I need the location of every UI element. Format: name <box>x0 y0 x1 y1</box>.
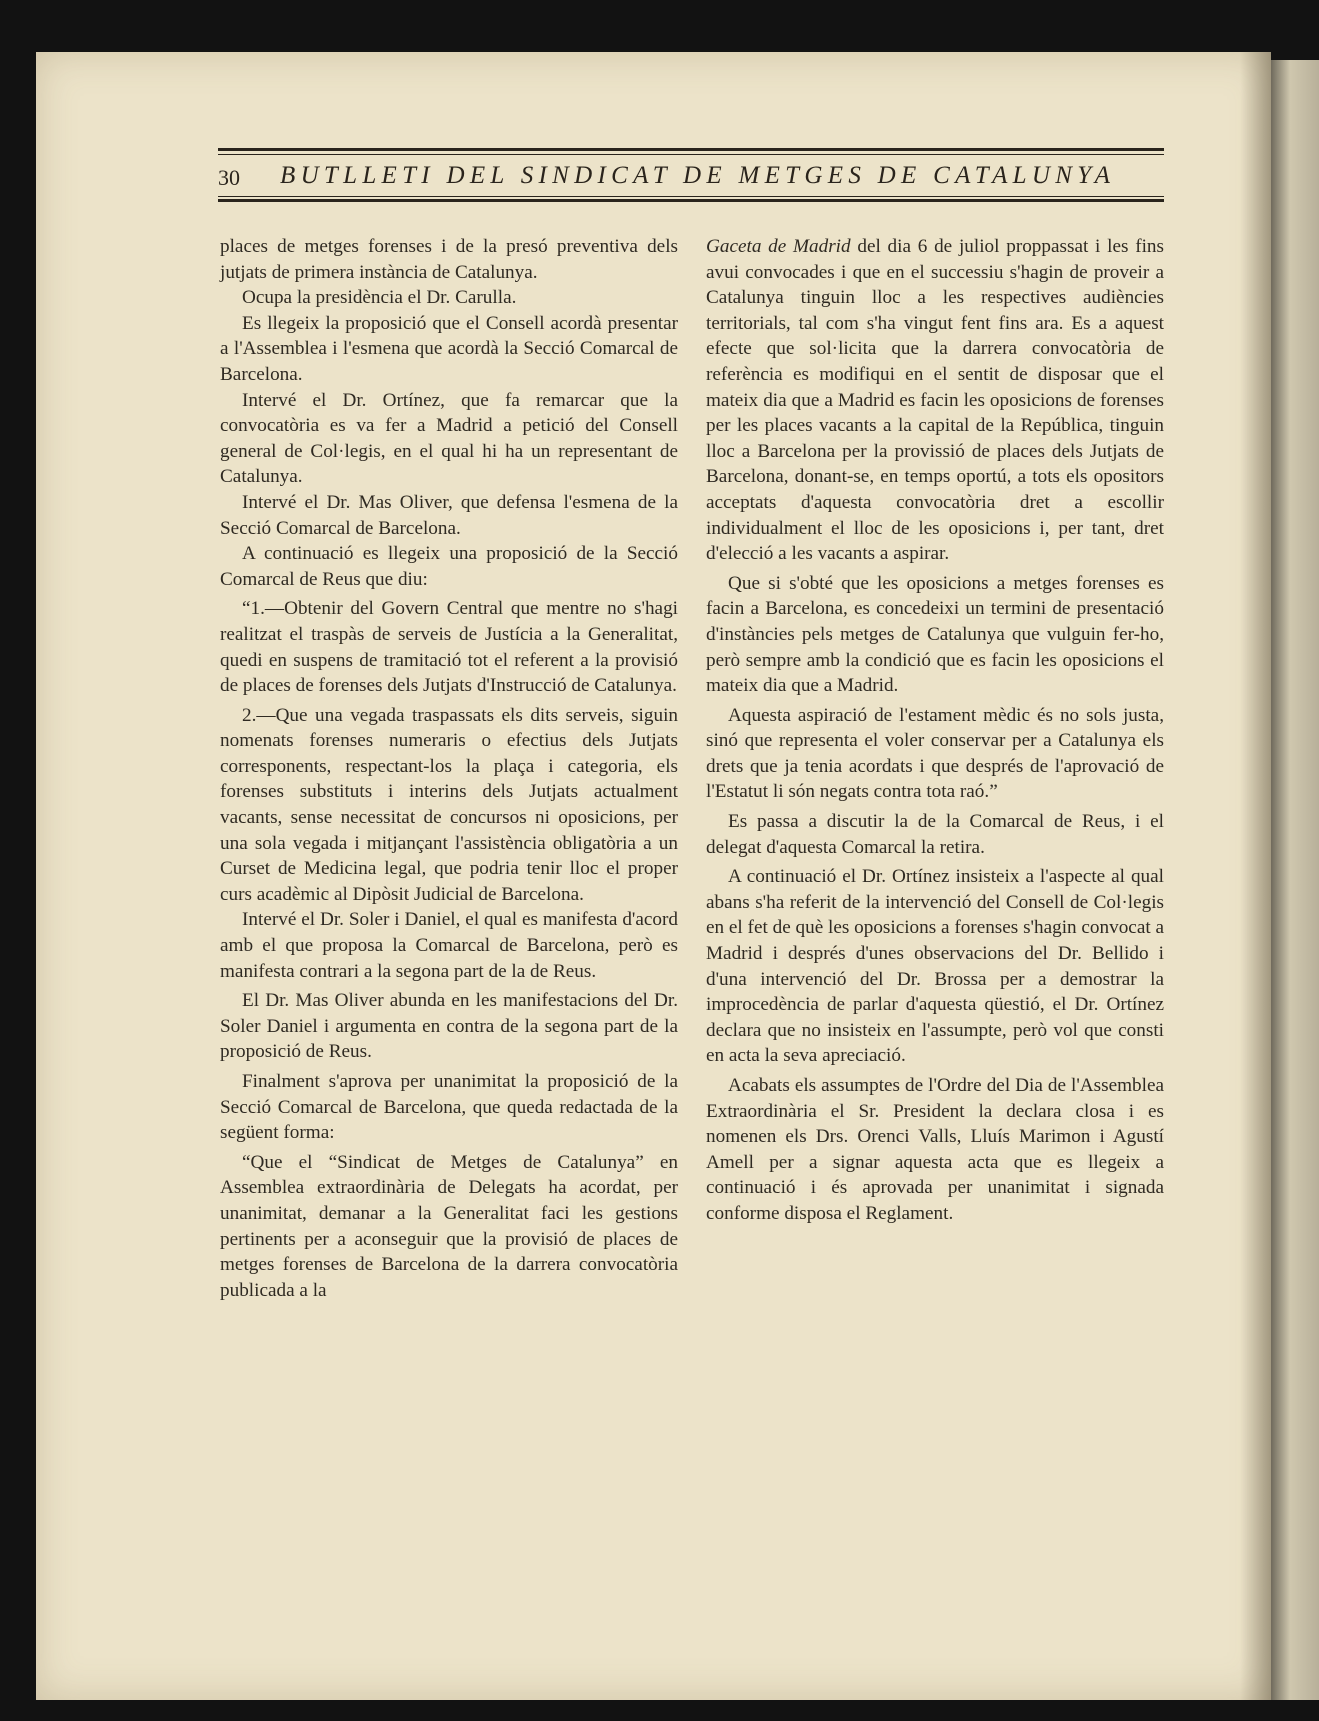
paragraph: Es llegeix la proposició que el Consell acordà presentar a l'Assemblea i l'esmena que acordà la Secció Comarcal de Barcelona. <box>220 312 678 385</box>
paragraph: Intervé el Dr. Mas Oliver, que defensa l'esmena de la Secció Comarcal de Barcelona. <box>220 491 678 539</box>
gutter-shadow <box>1240 52 1271 1700</box>
paragraph: “1.—Obtenir del Govern Central que mentre no s'hagi realitzat el traspàs de serveis de Justícia a la Generalitat, quedi en suspens de tramitació tot el referent a la provisió de places de forenses dels Jutjats d'Instrucció de Catalunya. <box>220 598 678 697</box>
running-header <box>218 148 1164 208</box>
paragraph <box>706 234 1164 567</box>
header-rule-bottom <box>218 199 1164 202</box>
header-rule-top-thin <box>218 154 1164 155</box>
running-title: BUTLLETI DEL SINDICAT DE METGES DE CATALUNYA <box>280 162 1116 189</box>
paragraph: Acabats els assumptes de l'Ordre del Dia de l'Assemblea Extraordinària el Sr. President la declara closa i es nomenen els Drs. Orenci Valls, Lluís Marimon i Agustí Amell per a signar aquesta acta que es llegeix a continuació i és aprovada per unanimitat i signada conforme disposa el Reglament. <box>706 1075 1164 1224</box>
paragraph: places de metges forenses i de la presó preventiva dels jutjats de primera instància de Catalunya. <box>220 236 678 283</box>
paragraph: El Dr. Mas Oliver abunda en les manifestacions del Dr. Soler Daniel i argumenta en contra de la segona part de la proposició de Reus. <box>220 990 678 1063</box>
paragraph: Que si s'obté que les oposicions a metges forenses es facin a Barcelona, es concedeixi un termini de presentació d'instàncies pels metges de Catalunya que vulguin fer-ho, però sempre amb la condició que es facin les oposicions el mateix dia que a Madrid. <box>706 572 1164 697</box>
paragraph: Intervé el Dr. Soler i Daniel, el qual es manifesta d'acord amb el que proposa la Comarcal de Barcelona, però es manifesta contrari a la segona part de la de Reus. <box>220 909 678 982</box>
paragraph: 2.—Que una vegada traspassats els dits serveis, siguin nomenats forenses numeraris o efectius dels Jutjats corresponents, respectant-los la plaça i categoria, els forenses substituts i interins dels Jutjats actualment vacants, sense necessitat de concursos ni oposicions, per una sola vegada i mitjançant l'assistència obligatòria a un Curset de Medicina legal, que podria tenir lloc el proper curs acadèmic al Dipòsit Judicial de Barcelona. <box>220 704 678 905</box>
paragraph: “Que el “Sindicat de Metges de Catalunya” en Assemblea extraordinària de Delegats ha acordat, per unanimitat, demanar a la Generalitat faci les gestions pertinents per a aconseguir que la provisió de places de metges forenses de Barcelona de la darrera convocatòria publicada a la <box>220 1151 678 1301</box>
paragraph: A continuació es llegeix una proposició de la Secció Comarcal de Reus que diu: <box>220 543 678 590</box>
paragraph-text: del dia 6 de juliol proppassat i les fins avui convocades i que en el successiu s'hagin de proveir a Catalunya tinguin lloc a les respectives audiències territorials, tal com s'ha vingut fent fins ara. Es a aquest efecte que sol·licita que la darrera convocatòria de referència es modifiqui en el sentit de disposar que el mateix dia que a Madrid es facin les oposicions de forenses per les places vacants a la capital de la República, tinguin lloc a Barcelona per la provissió de places dels Jutjats de Barcelona, donant-se, en temps oportú, a tots els opositors acceptats d'aquesta convocatòria dret a escollir individualment el lloc de les oposicions i, per tant, dret d'elecció a les vacants a aspirar. <box>706 236 1164 565</box>
gazette-title: Gaceta de Madrid <box>706 236 851 257</box>
paragraph: Aquesta aspiració de l'estament mèdic és no sols justa, sinó que representa el voler conservar per a Catalunya els drets que ja tenia acordats i que després de l'aprovació de l'Estatut li són negats contra tota raó.” <box>706 704 1164 803</box>
paragraph: Es passa a discutir la de la Comarcal de Reus, i el delegat d'aquesta Comarcal la retira. <box>706 811 1164 858</box>
right-column <box>706 234 1164 1227</box>
header-rule-top <box>218 148 1164 151</box>
paragraph: Intervé el Dr. Ortínez, que fa remarcar que la convocatòria es va fer a Madrid a petició del Consell general de Col·legis, en el qual hi ha un representant de Catalunya. <box>220 389 678 488</box>
left-column <box>220 234 678 1303</box>
paragraph: A continuació el Dr. Ortínez insisteix a l'aspecte al qual abans s'ha referit de la intervenció del Consell de Col·legis en el fet de què les oposicions a forenses s'hagin convocat a Madrid i després d'unes observacions del Dr. Bellido i d'una intervenció del Dr. Brossa per a demostrar la improcedència de parlar d'aquesta qüestió, el Dr. Ortínez declara que no insisteix en l'assumpte, però vol que consti en acta la seva apreciació. <box>706 866 1164 1067</box>
paragraph: Finalment s'aprova per unanimitat la proposició de la Secció Comarcal de Barcelona, que queda redactada de la següent forma: <box>220 1071 678 1144</box>
paragraph: Ocupa la presidència el Dr. Carulla. <box>242 287 517 309</box>
header-rule-bottom-thin <box>218 196 1164 197</box>
next-page-edge <box>1271 60 1319 1700</box>
page-number: 30 <box>218 165 240 190</box>
